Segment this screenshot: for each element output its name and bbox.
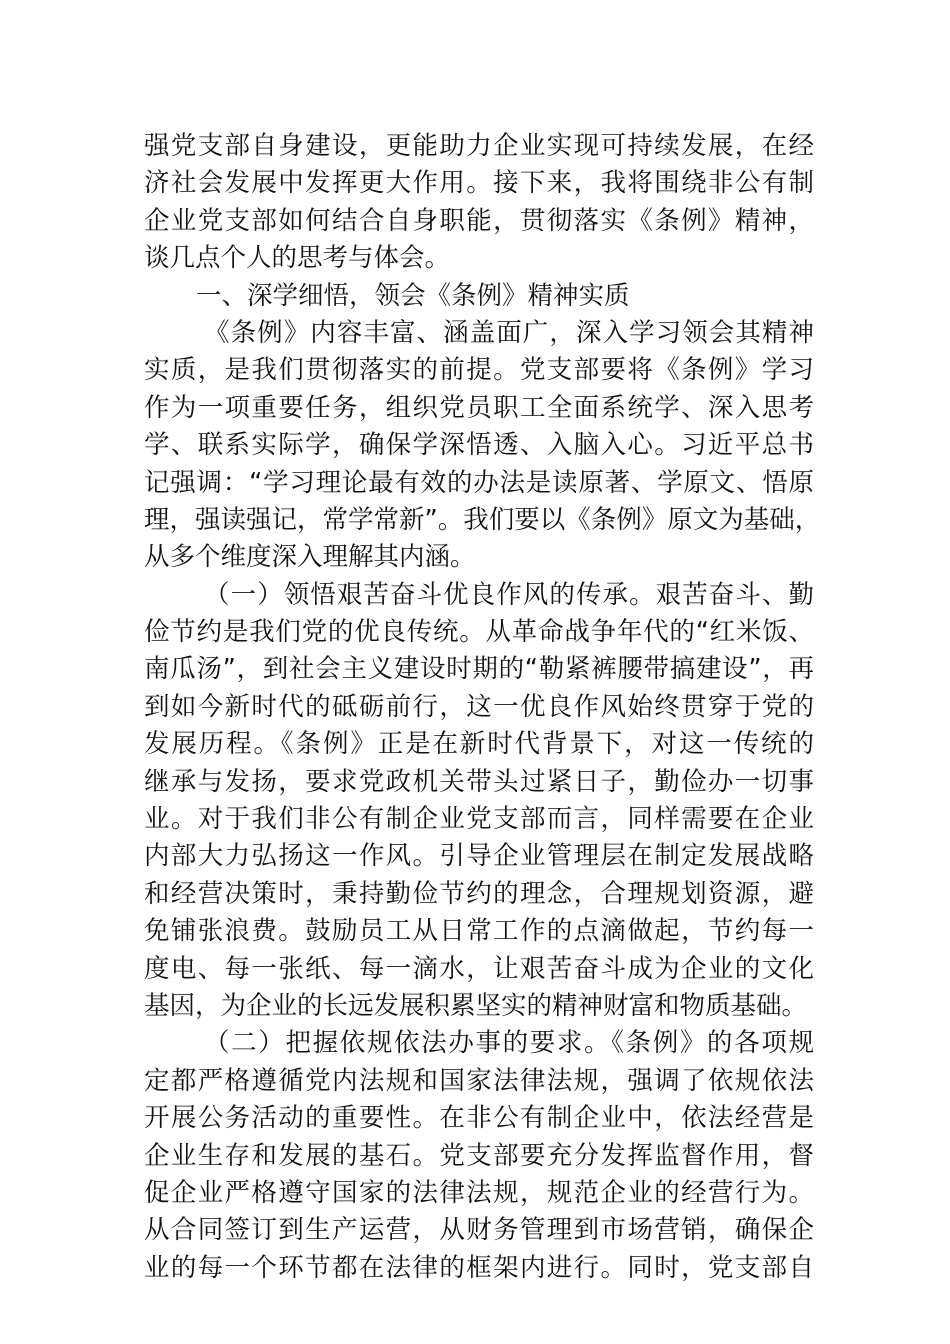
paragraph-line: 学、联系实际学，确保学深悟透、入脑入心。习近平总书 xyxy=(144,430,814,461)
paragraph-line: 企业党支部如何结合自身职能，贯彻落实《条例》精神， xyxy=(144,205,814,236)
paragraph-line: 内部大力弘扬这一作风。引导企业管理层在制定发展战略 xyxy=(144,841,814,872)
paragraph-line: 理，强读强记，常学常新”。我们要以《条例》原文为基础， xyxy=(144,504,821,535)
section-heading: 一、深学细悟，领会《条例》精神实质 xyxy=(196,280,630,311)
paragraph-line: 促企业严格遵守国家的法律法规，规范企业的经营行为。 xyxy=(144,1177,814,1208)
paragraph-line: 业的每一个环节都在法律的框架内进行。同时，党支部自 xyxy=(144,1252,814,1283)
paragraph-line: 企业生存和发展的基石。党支部要充分发挥监督作用，督 xyxy=(144,1140,814,1171)
paragraph-line: 从合同签订到生产运营，从财务管理到市场营销，确保企 xyxy=(144,1215,814,1246)
paragraph-line: 业。对于我们非公有制企业党支部而言，同样需要在企业 xyxy=(144,804,814,835)
document-body xyxy=(144,128,821,1287)
paragraph-line: 和经营决策时，秉持勤俭节约的理念，合理规划资源，避 xyxy=(144,878,814,909)
paragraph-line: 基因，为企业的长远发展积累坚实的精神财富和物质基础。 xyxy=(144,990,808,1021)
subsection-line: （二）把握依规依法办事的要求。《条例》的各项规 xyxy=(204,1028,814,1059)
paragraph-line: 实质，是我们贯彻落实的前提。党支部要将《条例》学习 xyxy=(144,355,814,386)
paragraph-line: 《条例》内容丰富、涵盖面广，深入学习领会其精神 xyxy=(204,317,814,348)
paragraph-line: 俭节约是我们党的优良传统。从革命战争年代的“红米饭、 xyxy=(144,617,814,648)
paragraph-line: 定都严格遵循党内法规和国家法律法规，强调了依规依法 xyxy=(144,1065,814,1096)
paragraph-line: 从多个维度深入理解其内涵。 xyxy=(144,542,476,573)
paragraph-line: 谈几点个人的思考与体会。 xyxy=(144,243,451,274)
paragraph-line: 济社会发展中发挥更大作用。接下来，我将围绕非公有制 xyxy=(144,168,814,199)
paragraph-line: 开展公务活动的重要性。在非公有制企业中，依法经营是 xyxy=(144,1103,814,1134)
paragraph-line: 发展历程。《条例》正是在新时代背景下，对这一传统的 xyxy=(144,729,814,760)
paragraph-line: 南瓜汤”，到社会主义建设时期的“勒紧裤腰带搞建设”，再 xyxy=(144,654,814,685)
paragraph-line: 到如今新时代的砥砺前行，这一优良作风始终贯穿于党的 xyxy=(144,691,814,722)
paragraph-line: 强党支部自身建设，更能助力企业实现可持续发展，在经 xyxy=(144,131,814,161)
paragraph-line: 免铺张浪费。鼓励员工从日常工作的点滴做起，节约每一 xyxy=(144,916,814,947)
paragraph-line: 作为一项重要任务，组织党员职工全面系统学、深入思考 xyxy=(144,392,814,423)
subsection-line: （一）领悟艰苦奋斗优良作风的传承。艰苦奋斗、勤 xyxy=(204,579,814,610)
paragraph-line: 继承与发扬，要求党政机关带头过紧日子，勤俭办一切事 xyxy=(144,766,814,797)
paragraph-line: 度电、每一张纸、每一滴水，让艰苦奋斗成为企业的文化 xyxy=(144,953,814,984)
paragraph-line: 记强调：“学习理论最有效的办法是读原著、学原文、悟原 xyxy=(144,467,814,498)
